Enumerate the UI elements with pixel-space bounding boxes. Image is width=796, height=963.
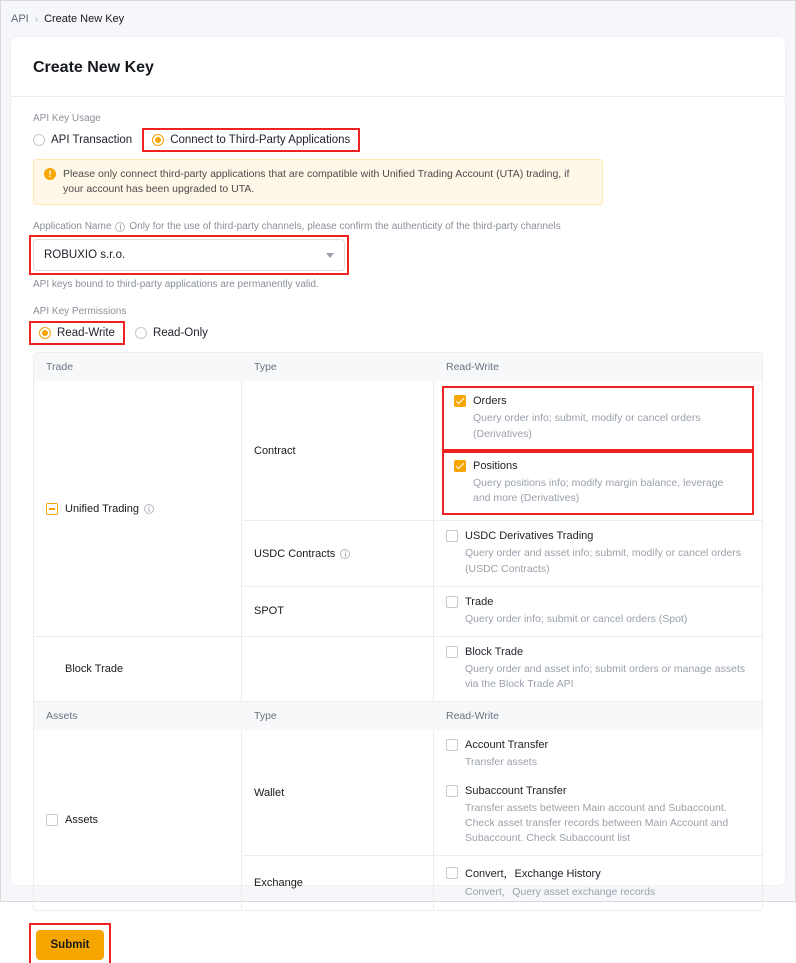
info-icon[interactable]: i — [115, 222, 125, 232]
checkbox-usdc-derivatives-trading[interactable] — [446, 530, 458, 542]
type-label-contract: Contract — [254, 444, 296, 457]
assets-header-group: Assets — [46, 710, 78, 723]
perm-cell-contract — [434, 381, 762, 520]
perm-positions[interactable] — [446, 455, 750, 511]
table-row — [242, 381, 762, 520]
perm-cell-block-trade — [434, 637, 762, 701]
checkbox-convert-exchange-history[interactable] — [446, 867, 458, 879]
application-name-value: ROBUXIO s.r.o. — [44, 249, 126, 262]
type-cell-exchange — [242, 856, 434, 909]
type-label-exchange: Exchange — [254, 876, 303, 889]
group-label-unified-trading: Unified Trading — [65, 502, 139, 515]
chevron-down-icon[interactable] — [326, 253, 334, 258]
perm-desc-convert-exchange-history: Convert，Query asset exchange records — [465, 886, 656, 899]
breadcrumb-separator-icon: › — [34, 13, 39, 25]
checkbox-subaccount-transfer[interactable] — [446, 785, 458, 797]
perm-desc-account-transfer: Transfer assets — [465, 756, 537, 769]
checkbox-unified-trading[interactable] — [46, 503, 58, 515]
application-name-label — [33, 221, 763, 232]
table-group-assets — [34, 730, 762, 909]
perm-desc-subaccount-transfer: Transfer assets between Main account and Subaccount. Check asset transfer records between Main Account and Subaccount. Check Subaccount list — [465, 801, 729, 845]
checkbox-orders[interactable] — [454, 395, 466, 407]
application-name-hint: Only for the use of third-party channels, please confirm the authenticity of the third-party channels — [129, 221, 561, 233]
perm-subaccount-transfer[interactable] — [446, 785, 750, 847]
trade-header-type: Type — [254, 361, 277, 374]
type-cell-wallet — [242, 730, 434, 855]
radio-read-write-icon[interactable] — [39, 327, 51, 339]
assets-table-header — [34, 701, 762, 730]
radio-api-transaction-label: API Transaction — [51, 134, 133, 146]
info-icon[interactable]: i — [340, 549, 350, 559]
table-group-block-trade — [34, 636, 762, 701]
application-name-select-control[interactable] — [33, 239, 345, 271]
table-row — [242, 520, 762, 585]
table-row — [242, 855, 762, 909]
radio-read-write-label: Read-Write — [57, 327, 115, 340]
page-title: Create New Key — [33, 59, 154, 76]
checkbox-assets[interactable] — [46, 814, 58, 826]
breadcrumb-current: Create New Key — [44, 13, 125, 25]
perm-label-usdc-derivatives-trading: USDC Derivatives Trading — [465, 530, 594, 543]
type-cell-contract — [242, 381, 434, 520]
perm-orders[interactable] — [446, 390, 750, 446]
api-key-usage-section — [11, 113, 785, 342]
uta-notice-text: Please only connect third-party applications that are compatible with Unified Trading Account (UTA) trading, if your account has been upgraded to UTA. — [63, 168, 570, 196]
perm-label-convert-exchange-history: Convert，Exchange History — [465, 868, 601, 881]
type-cell-usdc-contracts — [242, 521, 434, 585]
perm-label-orders: Orders — [473, 395, 507, 408]
group-cell-unified-trading[interactable] — [34, 381, 242, 636]
permissions-table — [33, 352, 763, 910]
group-label-block-trade: Block Trade — [65, 663, 124, 676]
radio-read-only[interactable] — [135, 327, 208, 339]
perm-desc-block-trade: Query order and asset info; submit orders or manage assets via the Block Trade API — [465, 662, 746, 691]
application-name-label-text: Application Name — [33, 221, 112, 233]
perm-desc-spot-trade: Query order info; submit or cancel orders (Spot) — [465, 612, 688, 625]
perm-desc-orders: Query order info; submit, modify or cancel orders (Derivatives) — [473, 412, 701, 440]
type-cell-block-trade — [242, 637, 434, 701]
radio-connect-third-party[interactable] — [146, 132, 356, 148]
checkbox-account-transfer[interactable] — [446, 739, 458, 751]
title-divider — [11, 96, 785, 97]
permissions-radio-group — [33, 324, 763, 342]
perm-cell-usdc — [434, 521, 762, 585]
type-label-spot: SPOT — [254, 605, 284, 618]
create-key-card — [11, 37, 785, 951]
perm-cell-spot — [434, 587, 762, 636]
api-key-permissions-label: API Key Permissions — [33, 306, 127, 318]
radio-read-only-label: Read-Only — [152, 327, 208, 340]
radio-connect-third-party-label: Connect to Third-Party Applications — [170, 134, 351, 146]
perm-account-transfer[interactable] — [446, 739, 750, 770]
checkbox-spot-trade[interactable] — [446, 596, 458, 608]
type-label-wallet: Wallet — [254, 786, 285, 799]
perm-block-trade[interactable] — [446, 646, 750, 692]
group-cell-block-trade[interactable] — [34, 637, 242, 701]
table-row — [242, 637, 762, 701]
perm-cell-exchange — [434, 856, 762, 909]
perm-label-spot-trade: Trade — [465, 595, 494, 608]
group-cell-assets[interactable] — [34, 730, 242, 909]
group-label-assets: Assets — [65, 813, 99, 826]
perm-spot-trade[interactable] — [446, 596, 750, 627]
perm-label-positions: Positions — [473, 459, 518, 472]
perm-label-subaccount-transfer: Subaccount Transfer — [465, 784, 567, 797]
perm-convert-exchange-history[interactable] — [446, 865, 750, 900]
assets-header-type: Type — [254, 710, 277, 723]
perm-label-account-transfer: Account Transfer — [465, 739, 549, 752]
radio-api-transaction-icon[interactable] — [33, 134, 45, 146]
radio-api-transaction[interactable] — [33, 134, 132, 146]
table-row — [242, 730, 762, 855]
table-row — [242, 586, 762, 636]
permanent-validity-note: API keys bound to third-party applications are permanently valid. — [33, 279, 319, 291]
perm-cell-wallet — [434, 730, 762, 855]
uta-notice — [33, 159, 603, 205]
api-key-usage-radio-group — [33, 131, 763, 149]
type-label-usdc-contracts: USDC Contracts — [254, 547, 336, 560]
submit-area — [11, 911, 785, 963]
checkbox-positions[interactable] — [454, 460, 466, 472]
perm-label-block-trade: Block Trade — [465, 645, 524, 658]
submit-button[interactable]: Submit — [36, 930, 104, 960]
checkbox-block-trade[interactable] — [446, 646, 458, 658]
assets-header-perm: Read-Write — [446, 710, 499, 723]
table-group-unified-trading — [34, 381, 762, 636]
radio-read-write[interactable] — [33, 325, 121, 341]
breadcrumb-api-link[interactable]: API — [11, 13, 29, 25]
type-cell-spot — [242, 587, 434, 636]
warning-icon: ! — [44, 168, 56, 180]
trade-table-header — [34, 353, 762, 381]
application-name-select[interactable] — [33, 239, 345, 271]
breadcrumb — [1, 1, 795, 37]
trade-header-group: Trade — [46, 361, 74, 374]
radio-connect-third-party-icon[interactable] — [152, 134, 164, 146]
perm-desc-positions: Query positions info; modify margin balance, leverage and more (Derivatives) — [473, 476, 724, 505]
api-key-usage-label: API Key Usage — [33, 113, 101, 124]
radio-read-only-icon[interactable] — [135, 327, 147, 339]
submit-highlight — [33, 927, 107, 963]
info-icon[interactable]: i — [144, 504, 154, 514]
perm-usdc-derivatives-trading[interactable] — [446, 530, 750, 576]
trade-header-perm: Read-Write — [446, 361, 499, 374]
perm-desc-usdc-derivatives-trading: Query order and asset info; submit, modify or cancel orders (USDC Contracts) — [465, 547, 742, 575]
